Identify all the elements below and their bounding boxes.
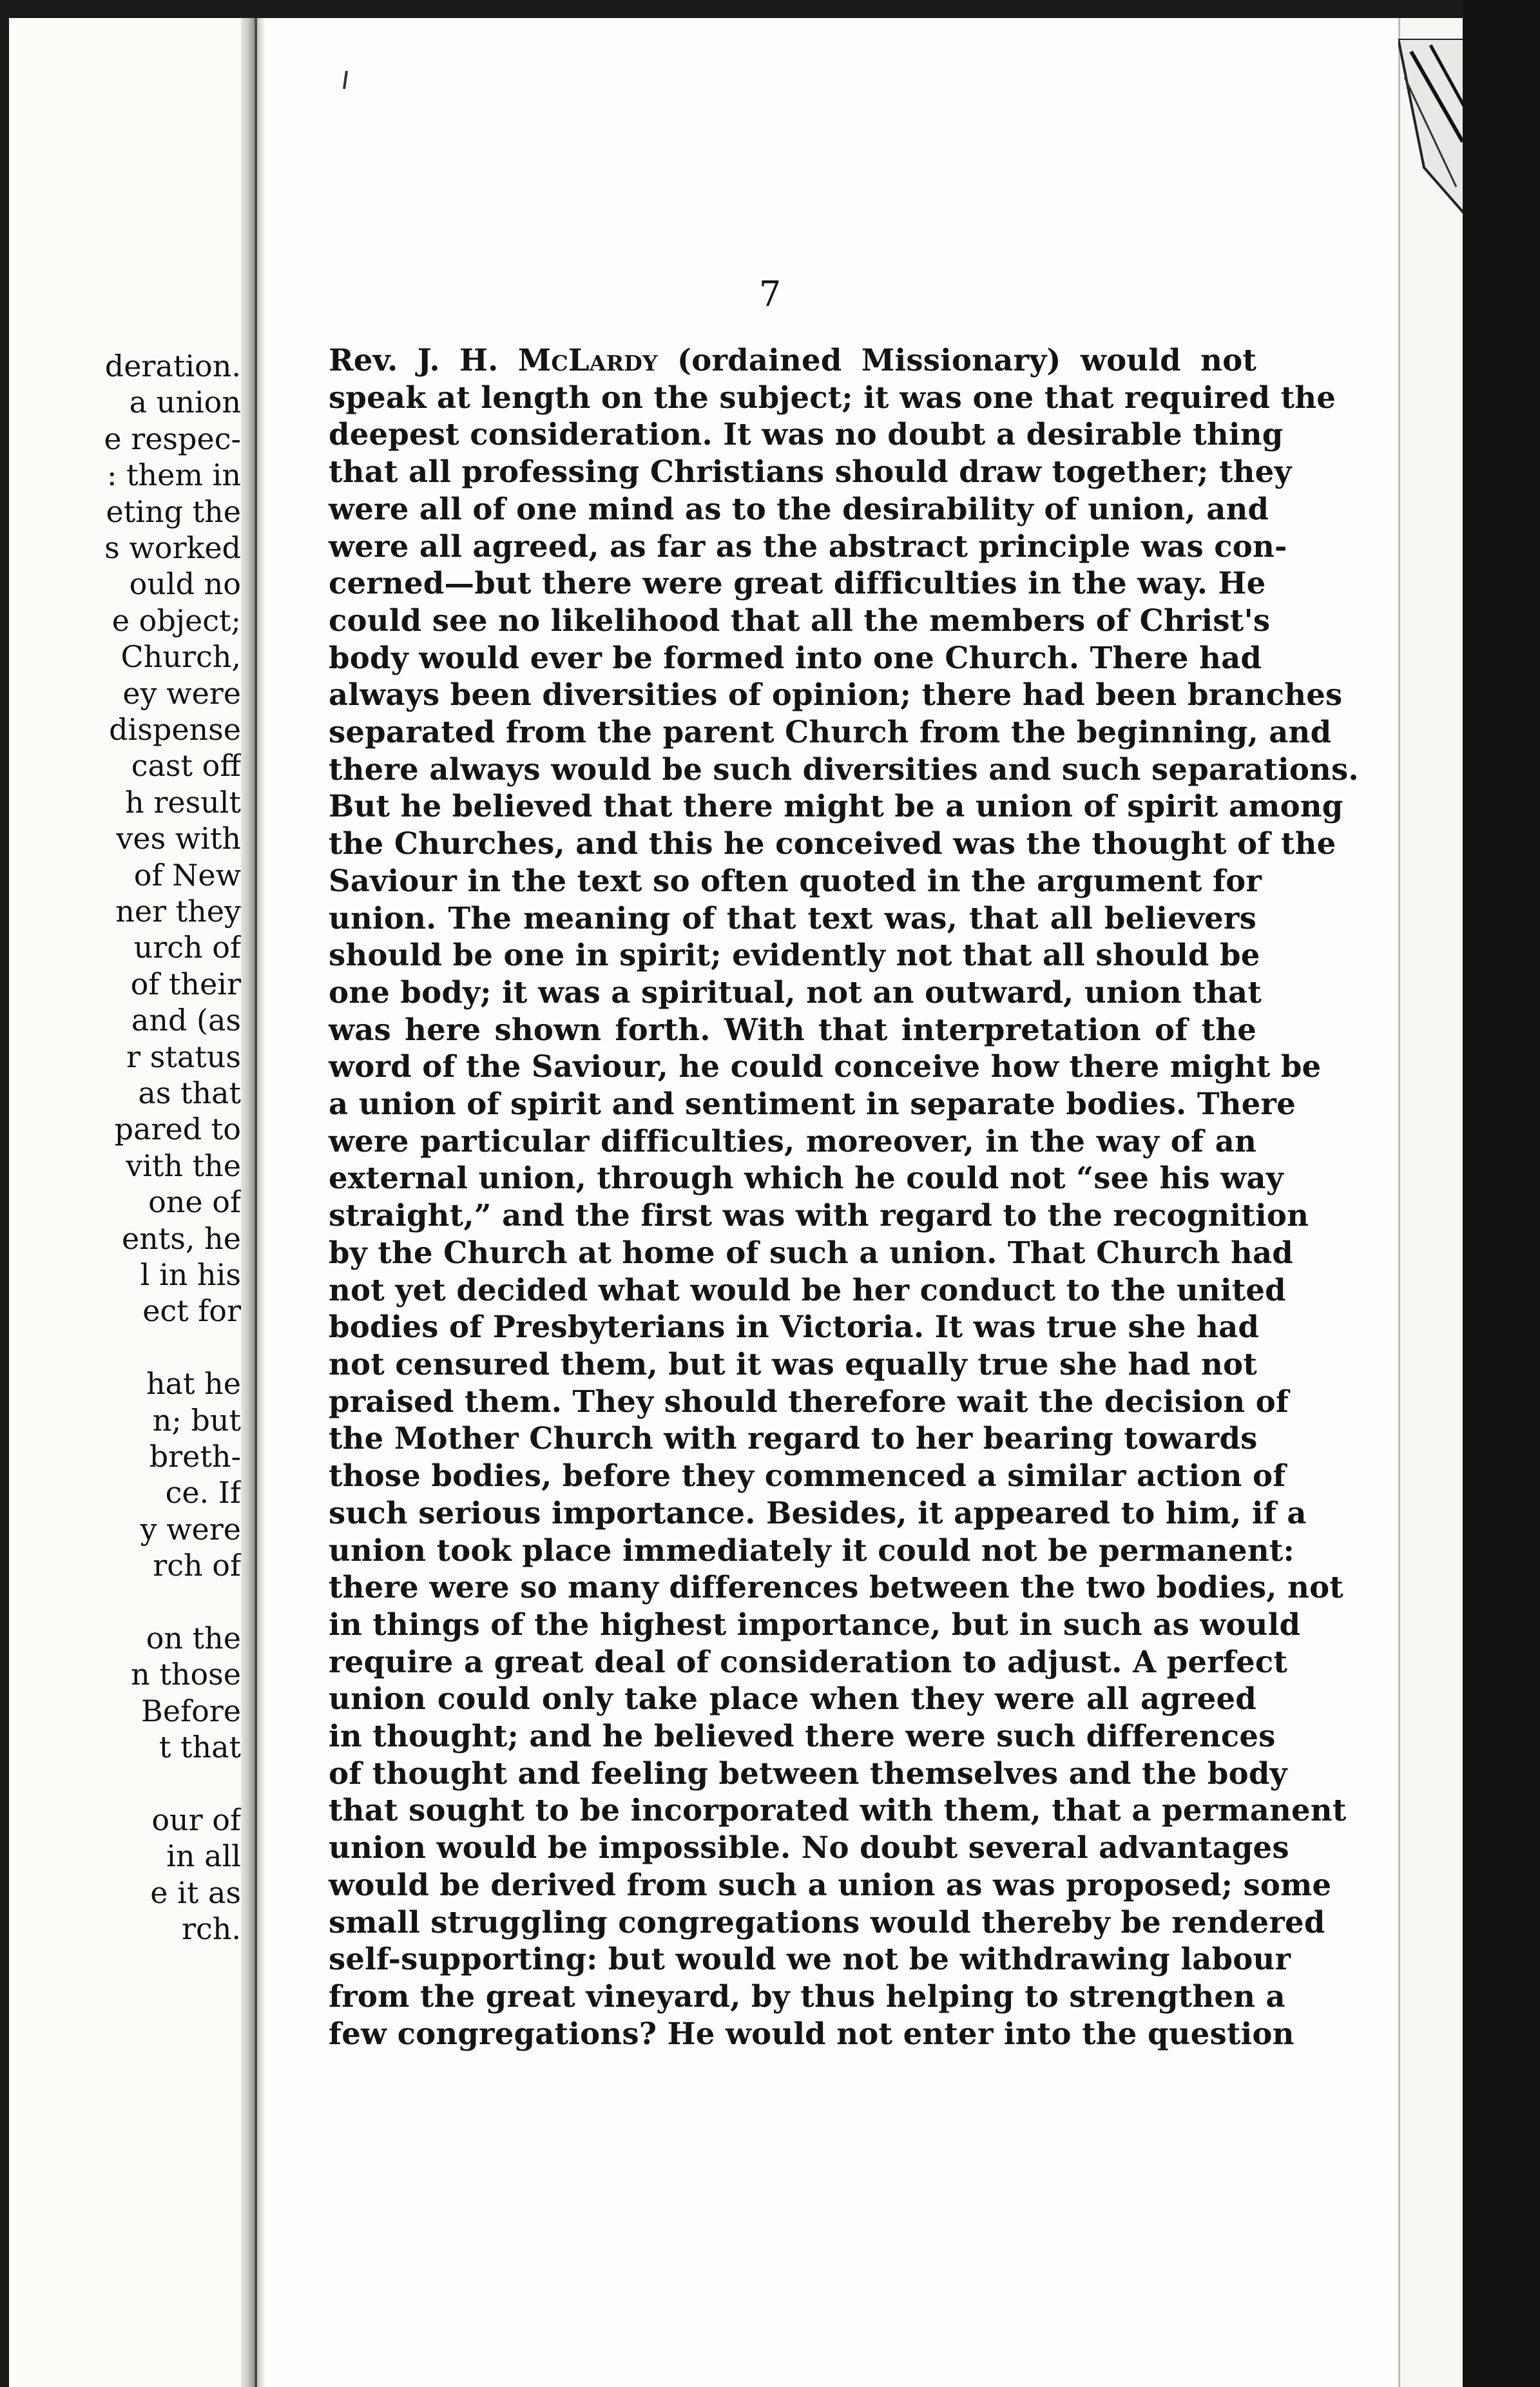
body-text-line: praised them. They should therefore wait the decision of	[329, 1383, 1289, 1419]
scan-right-edge	[1463, 0, 1540, 2387]
left-page-fragment-line: hat he	[146, 1366, 241, 1402]
body-text-line: that all professing Christians should draw together; they	[329, 454, 1292, 490]
left-page-fragment-line: l in his	[140, 1257, 241, 1292]
body-text-line: were particular difficulties, moreover, in the way of an	[329, 1123, 1256, 1159]
body-text-line: not censured them, but it was equally true she had not	[329, 1346, 1257, 1382]
body-text-line: union took place immediately it could not be permanent:	[329, 1532, 1295, 1568]
left-page-fragment-line: and (as	[131, 1003, 241, 1038]
body-text-line: speak at length on the subject; it was one that required the	[329, 379, 1336, 415]
left-page-fragment-line: y were	[140, 1511, 241, 1547]
left-page-fragment-line: Church,	[120, 639, 241, 675]
left-page-fragment-line: ect for	[142, 1293, 241, 1329]
body-text-line: were all agreed, as far as the abstract principle was con-	[329, 528, 1287, 564]
left-page-fragment-line: e it as	[150, 1875, 241, 1910]
body-text-line: few congregations? He would not enter into the question	[329, 2015, 1295, 2051]
body-text-line: always been diversities of opinion; there had been branches	[329, 677, 1343, 713]
body-text-line: could see no likelihood that all the members of Christ's	[329, 602, 1271, 638]
body-text-line: were all of one mind as to the desirability of union, and	[329, 490, 1269, 527]
body-text-line: the Churches, and this he conceived was the thought of the	[329, 826, 1336, 862]
body-text-line: there always would be such diversities and such separations.	[329, 751, 1359, 787]
body-text-line: union would be impossible. No doubt several advantages	[329, 1830, 1289, 1866]
left-page-fragment-line: e respec-	[104, 421, 241, 456]
body-text-line: external union, through which he could not “see his way	[329, 1160, 1284, 1196]
body-text-line: in things of the highest importance, but in such as would	[329, 1606, 1301, 1642]
body-text-line: union. The meaning of that text was, that all believers	[329, 900, 1256, 936]
scan-top-edge	[0, 0, 1540, 18]
left-page-fragment-line: rch of	[153, 1548, 241, 1583]
left-page-fragment-line: : them in	[106, 458, 241, 493]
first-line-rest: (ordained Missionary) would not	[657, 342, 1256, 378]
body-text-line: the Mother Church with regard to her bearing towards	[329, 1420, 1258, 1456]
left-page-fragment-line: Before	[141, 1693, 241, 1728]
left-page-fragment-line: s worked	[104, 530, 241, 565]
body-text-line: But he believed that there might be a union of spirit among	[329, 788, 1343, 824]
body-text-line: union could only take place when they were all agreed	[329, 1681, 1256, 1717]
body-text-line: such serious importance. Besides, it appeared to him, if a	[329, 1494, 1307, 1531]
body-text-line: word of the Saviour, he could conceive how there might be	[329, 1049, 1322, 1085]
body-text-line: was here shown forth. With that interpretation of the	[329, 1011, 1256, 1047]
body-text-line: those bodies, before they commenced a similar action of	[329, 1458, 1286, 1494]
body-text-line: require a great deal of consideration to adjust. A perfect	[329, 1643, 1288, 1679]
folded-corner-icon	[1398, 39, 1469, 219]
body-text-line: in thought; and he believed there were such differences	[329, 1718, 1276, 1754]
left-page-fragment-line: dispense	[109, 712, 241, 747]
left-page-fragment-line: urch of	[133, 930, 241, 965]
left-page-fragment-line: breth-	[149, 1439, 241, 1474]
body-text-line: one body; it was a spiritual, not an outward, union that	[329, 974, 1262, 1010]
left-page-fragment-line: n; but	[152, 1402, 241, 1438]
body-text-line: deepest consideration. It was no doubt a desirable thing	[329, 416, 1284, 452]
left-page-fragment-line: e object;	[111, 603, 241, 638]
body-text-line: body would ever be formed into one Church. There had	[329, 639, 1262, 675]
right-page-edge	[1398, 18, 1465, 2387]
body-text-line: separated from the parent Church from the beginning, and	[329, 714, 1332, 750]
left-page-fragment-line: of New	[133, 857, 241, 893]
page-body-text	[329, 342, 1359, 2052]
body-text-line: of thought and feeling between themselves and the body	[329, 1755, 1287, 1791]
body-text-line: would be derived from such a union as was proposed; some	[329, 1866, 1332, 1902]
body-text-line: straight,” and the first was with regard to the recognition	[329, 1197, 1309, 1233]
speaker-name: McLardy	[517, 342, 658, 378]
left-page-fragment-line: ner they	[115, 894, 241, 929]
left-page-fragment-line: n those	[131, 1657, 241, 1692]
left-page-fragment-line: in all	[166, 1839, 241, 1874]
scan-left-edge	[0, 0, 9, 2387]
left-page-strip	[9, 18, 241, 2387]
body-text-line: that sought to be incorporated with them, that a permanent	[329, 1792, 1347, 1828]
body-text-line: by the Church at home of such a union. That Church had	[329, 1234, 1294, 1270]
body-text-line: should be one in spirit; evidently not that all should be	[329, 937, 1260, 973]
left-page-fragment-line: ce. If	[165, 1475, 241, 1511]
left-page-fragment-line: of their	[130, 966, 241, 1001]
page-number: 7	[758, 274, 782, 314]
left-page-fragment-line: ould no	[129, 566, 241, 602]
left-page-fragment-line: on the	[146, 1621, 241, 1656]
left-page-fragment-line: one of	[148, 1184, 241, 1220]
left-page-fragment-line: pared to	[114, 1112, 241, 1147]
body-text-line: small struggling congregations would thereby be rendered	[329, 1904, 1325, 1940]
speaker-prefix: Rev. J. H.	[329, 342, 518, 378]
body-line-first	[329, 342, 1256, 379]
body-text-line: Saviour in the text so often quoted in the argument for	[329, 862, 1262, 898]
body-text-line: from the great vineyard, by thus helping to strengthen a	[329, 1978, 1285, 2014]
body-text-line: there were so many differences between the two bodies, not	[329, 1569, 1343, 1605]
left-page-fragment-line: a union	[129, 385, 241, 420]
left-page-fragment-line: h result	[125, 784, 241, 820]
left-page-fragment-line: rch.	[182, 1911, 241, 1947]
left-page-fragment-line: our of	[151, 1802, 241, 1837]
left-page-fragment-line: eting the	[106, 494, 241, 529]
left-page-fragment-line: cast off	[131, 748, 241, 784]
body-text-line: not yet decided what would be her conduct to the united	[329, 1271, 1286, 1308]
left-page-fragment-line: r status	[126, 1039, 241, 1074]
body-text-line: a union of spirit and sentiment in separate bodies. There	[329, 1086, 1296, 1122]
left-page-fragment-line: vith the	[126, 1148, 241, 1183]
body-text-line: cerned—but there were great difficulties in the way. He	[329, 565, 1266, 601]
page-gutter	[241, 18, 264, 2387]
gutter-fold-line	[255, 18, 257, 2387]
left-page-fragment-line: deration.	[104, 349, 241, 383]
left-page-fragment-line: as that	[138, 1076, 241, 1110]
left-page-fragment-line: t that	[159, 1730, 241, 1765]
body-text-line: bodies of Presbyterians in Victoria. It was true she had	[329, 1309, 1260, 1345]
left-page-fragment-line: ey were	[122, 675, 241, 711]
left-page-fragment-line: ves with	[116, 821, 241, 856]
left-page-fragment-line: ents, he	[121, 1221, 241, 1256]
body-text-line: self-supporting: but would we not be withdrawing labour	[329, 1941, 1291, 1977]
